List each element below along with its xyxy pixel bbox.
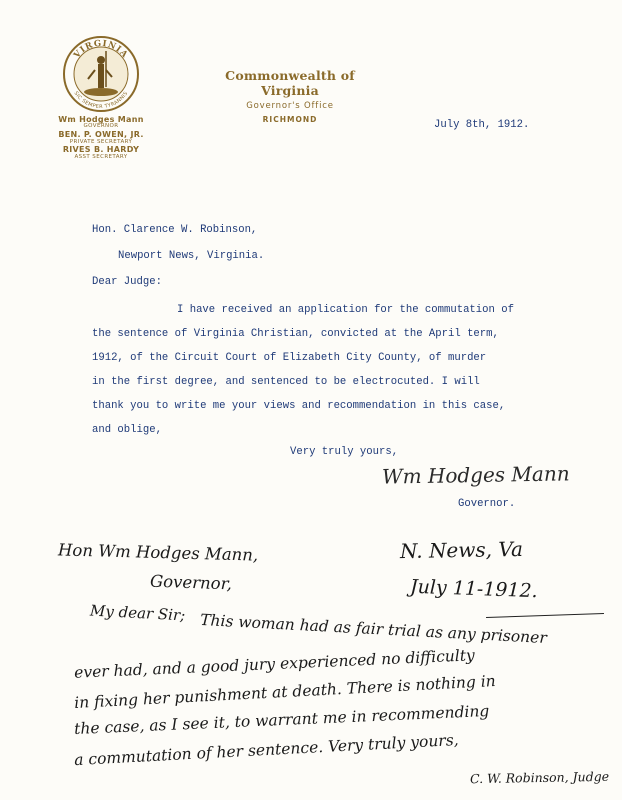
body-line: 1912, of the Circuit Court of Elizabeth City County, of murder bbox=[92, 352, 487, 364]
letterhead-city: RICHMOND bbox=[262, 115, 318, 124]
closing: Very truly yours, bbox=[290, 446, 399, 458]
staff-listing bbox=[26, 116, 176, 161]
address: Newport News, Virginia. bbox=[118, 250, 265, 262]
signer-title: Governor. bbox=[458, 498, 516, 510]
body-line: the sentence of Virginia Christian, convicted at the April term, bbox=[92, 328, 499, 340]
asst-secretary-name: RIVES B. HARDY bbox=[62, 145, 140, 155]
reply-date-underline bbox=[486, 613, 604, 618]
svg-text:SIC SEMPER TYRANNIS: SIC SEMPER TYRANNIS bbox=[72, 90, 130, 111]
body-line: and oblige, bbox=[92, 424, 162, 436]
reply-line: This woman had as fair trial as any prisoner bbox=[199, 610, 548, 648]
reply-line: in fixing her punishment at death. There is nothing in bbox=[73, 671, 497, 713]
reply-place: N. News, Va bbox=[399, 536, 524, 564]
governor-signature: Wm Hodges Mann bbox=[381, 461, 570, 489]
body-line: I have received an application for the commutation of bbox=[177, 304, 514, 316]
reply-line: the case, as I see it, to warrant me in recommending bbox=[73, 701, 490, 739]
private-secretary-title: PRIVATE SECRETARY bbox=[69, 138, 133, 145]
governor-title: GOVERNOR bbox=[83, 123, 119, 130]
reply-line: ever had, and a good jury experienced no difficulty bbox=[73, 646, 476, 682]
reply-line: a commutation of her sentence. Very truly yours, bbox=[73, 730, 460, 770]
judge-signature: C. W. Robinson, Judge bbox=[469, 768, 610, 787]
letter-body bbox=[92, 298, 532, 442]
salutation: Dear Judge: bbox=[92, 276, 162, 288]
virginia-seal-icon bbox=[62, 35, 140, 113]
letterhead-office: Governor's Office bbox=[246, 101, 334, 111]
letterhead-block bbox=[205, 68, 375, 124]
svg-text:VIRGINIA: VIRGINIA bbox=[72, 38, 130, 61]
addressee: Hon. Clarence W. Robinson, bbox=[92, 224, 258, 236]
private-secretary-name: BEN. P. OWEN, JR. bbox=[58, 130, 144, 140]
reply-date: July 11-1912. bbox=[409, 575, 539, 603]
letterhead-commonwealth: Commonwealth of Virginia bbox=[225, 68, 355, 98]
reply-addressee-title: Governor, bbox=[149, 571, 233, 594]
asst-secretary-title: ASST SECRETARY bbox=[74, 153, 128, 160]
letter-date: July 8th, 1912. bbox=[434, 119, 530, 131]
reply-salutation: My dear Sir; bbox=[89, 601, 186, 625]
body-line: thank you to write me your views and recommendation in this case, bbox=[92, 400, 506, 412]
body-line: in the first degree, and sentenced to be electrocuted. I will bbox=[92, 376, 480, 388]
governor-name: Wm Hodges Mann bbox=[58, 115, 144, 124]
reply-addressee: Hon Wm Hodges Mann, bbox=[57, 540, 259, 565]
